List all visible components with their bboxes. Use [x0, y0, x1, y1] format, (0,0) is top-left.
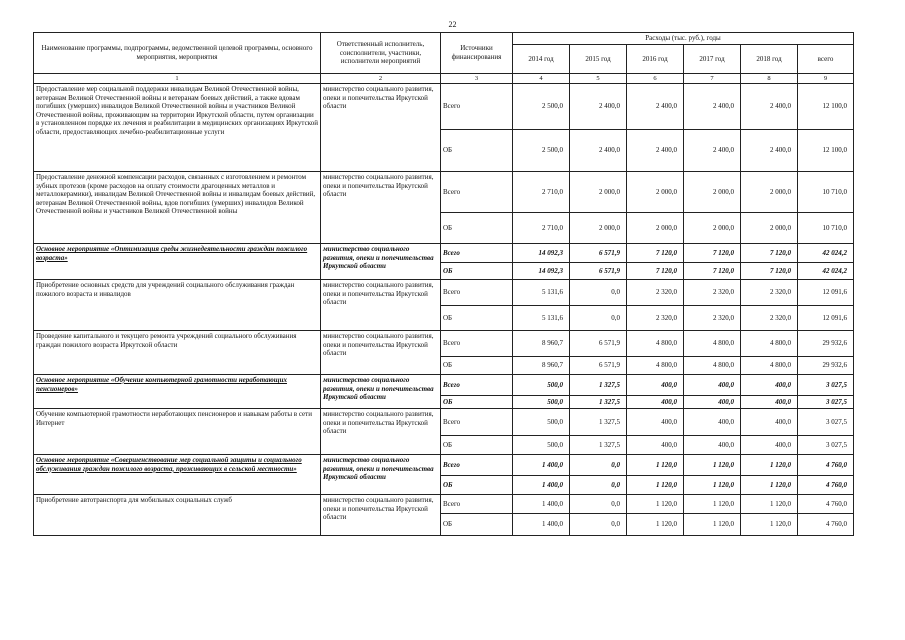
amount-cell: 2 400,0 [570, 84, 627, 130]
amount-cell: 0,0 [570, 495, 627, 514]
amount-cell: 2 000,0 [570, 213, 627, 244]
amount-cell: 2 000,0 [741, 213, 798, 244]
amount-cell: 2 400,0 [627, 84, 684, 130]
amount-cell: 2 000,0 [570, 172, 627, 213]
header-year: 2017 год [684, 45, 741, 74]
total-cell: 12 100,0 [798, 130, 854, 172]
funding-source-cell: ОБ [441, 306, 513, 331]
funding-source-cell: Всего [441, 84, 513, 130]
total-cell: 10 710,0 [798, 172, 854, 213]
header-expenses: Расходы (тыс. руб.), годы [513, 33, 854, 45]
activity-name: Предоставление денежной компенсации расходов, связанных с изготовлением и ремонтом зубных протезов (кроме расходов на оплату стоимости драгоценных металлов и металлокерамики), инвалидам Великой Отечественной войны и инвалидам боевых действий, ветеранам Великой Отечественной войны, вдов погибших (умерших) инвалидов Великой Отечественной войны и участников Великой Отечественной войны [34, 172, 321, 244]
funding-source-cell: ОБ [441, 514, 513, 536]
amount-cell: 1 120,0 [741, 476, 798, 495]
amount-cell: 2 400,0 [627, 130, 684, 172]
amount-cell: 400,0 [627, 396, 684, 409]
funding-source-cell: Всего [441, 495, 513, 514]
funding-source-cell: ОБ [441, 436, 513, 455]
amount-cell: 400,0 [627, 409, 684, 436]
funding-source-cell: Всего [441, 244, 513, 263]
table-row [34, 409, 854, 436]
amount-cell: 7 120,0 [741, 263, 798, 280]
table-body [34, 84, 854, 536]
column-number: 9 [798, 74, 854, 84]
funding-source-cell: ОБ [441, 357, 513, 375]
header-executor: Ответственный исполнитель, соисполнители, участники, исполнители мероприятий [321, 33, 441, 74]
table-row [34, 375, 854, 396]
funding-source-cell: Всего [441, 375, 513, 396]
table-row [34, 495, 854, 514]
amount-cell: 1 120,0 [684, 476, 741, 495]
amount-cell: 400,0 [741, 409, 798, 436]
amount-cell: 6 571,9 [570, 331, 627, 357]
table-row [34, 280, 854, 306]
total-cell: 29 932,6 [798, 331, 854, 357]
amount-cell: 400,0 [684, 375, 741, 396]
amount-cell: 1 120,0 [741, 495, 798, 514]
main-activity-name: Основное мероприятие «Совершенствование мер социальной защиты и социального обслуживания граждан пожилого возраста, проживающих в сельской местности» [34, 455, 321, 495]
amount-cell: 5 131,6 [513, 280, 570, 306]
amount-cell: 1 120,0 [684, 514, 741, 536]
amount-cell: 2 000,0 [684, 213, 741, 244]
amount-cell: 14 092,3 [513, 263, 570, 280]
amount-cell: 2 400,0 [684, 84, 741, 130]
amount-cell: 4 800,0 [627, 357, 684, 375]
executor-cell: министерство социального развития, опеки и попечительства Иркутской области [321, 455, 441, 495]
amount-cell: 2 320,0 [627, 280, 684, 306]
amount-cell: 400,0 [684, 436, 741, 455]
funding-source-cell: Всего [441, 331, 513, 357]
amount-cell: 1 327,5 [570, 436, 627, 455]
amount-cell: 2 320,0 [627, 306, 684, 331]
executor-cell: министерство социального развития, опеки и попечительства Иркутской области [321, 280, 441, 331]
amount-cell: 2 000,0 [627, 213, 684, 244]
amount-cell: 1 120,0 [684, 455, 741, 476]
amount-cell: 400,0 [684, 409, 741, 436]
header-source: Источники финансирования [441, 33, 513, 74]
amount-cell: 1 400,0 [513, 514, 570, 536]
amount-cell: 4 800,0 [684, 331, 741, 357]
funding-source-cell: ОБ [441, 476, 513, 495]
amount-cell: 400,0 [741, 396, 798, 409]
column-number: 8 [741, 74, 798, 84]
header-total: всего [798, 45, 854, 74]
amount-cell: 7 120,0 [627, 263, 684, 280]
amount-cell: 1 400,0 [513, 455, 570, 476]
amount-cell: 2 400,0 [741, 130, 798, 172]
total-cell: 42 024,2 [798, 263, 854, 280]
amount-cell: 0,0 [570, 280, 627, 306]
amount-cell: 1 120,0 [741, 455, 798, 476]
amount-cell: 2 320,0 [684, 280, 741, 306]
amount-cell: 2 320,0 [741, 280, 798, 306]
amount-cell: 400,0 [684, 396, 741, 409]
column-number: 2 [321, 74, 441, 84]
total-cell: 42 024,2 [798, 244, 854, 263]
total-cell: 3 027,5 [798, 409, 854, 436]
table-row [34, 172, 854, 213]
amount-cell: 1 327,5 [570, 375, 627, 396]
column-number: 7 [684, 74, 741, 84]
activity-name: Предоставление мер социальной поддержки инвалидам Великой Отечественной войны, ветеранам Великой Отечественной войны и ветеранам боевых действий, а также вдовам погибших (умерших) инвалидов Великой Отечественной войны и участников Великой Отечественной войны, проживающим на территории Иркутской области, путем организации в установленном порядке их лечения и реабилитации в медицинских организациях Иркутской области, предоставляющих лечебно-реабилитационные услуги [34, 84, 321, 172]
amount-cell: 1 120,0 [741, 514, 798, 536]
amount-cell: 500,0 [513, 436, 570, 455]
header-year: 2015 год [570, 45, 627, 74]
amount-cell: 400,0 [627, 436, 684, 455]
amount-cell: 2 400,0 [570, 130, 627, 172]
funding-source-cell: Всего [441, 409, 513, 436]
activity-name: Обучение компьютерной грамотности неработающих пенсионеров и навыкам работы в сети Интернет [34, 409, 321, 455]
amount-cell: 7 120,0 [741, 244, 798, 263]
executor-cell: министерство социального развития, опеки и попечительства Иркутской области [321, 331, 441, 375]
page-number: 22 [448, 20, 457, 29]
funding-source-cell: ОБ [441, 263, 513, 280]
amount-cell: 1 327,5 [570, 409, 627, 436]
activity-name: Приобретение автотранспорта для мобильных социальных служб [34, 495, 321, 536]
amount-cell: 7 120,0 [684, 244, 741, 263]
funding-source-cell: Всего [441, 455, 513, 476]
column-number: 4 [513, 74, 570, 84]
funding-source-cell: Всего [441, 280, 513, 306]
amount-cell: 1 400,0 [513, 476, 570, 495]
funding-source-cell: ОБ [441, 130, 513, 172]
amount-cell: 6 571,9 [570, 244, 627, 263]
amount-cell: 500,0 [513, 375, 570, 396]
executor-cell: министерство социального развития, опеки и попечительства Иркутской области [321, 172, 441, 244]
main-activity-name: Основное мероприятие «Обучение компьютерной грамотности неработающих пенсионеров» [34, 375, 321, 409]
total-cell: 4 760,0 [798, 476, 854, 495]
total-cell: 29 932,6 [798, 357, 854, 375]
column-number: 5 [570, 74, 627, 84]
amount-cell: 7 120,0 [627, 244, 684, 263]
amount-cell: 2 500,0 [513, 84, 570, 130]
amount-cell: 2 000,0 [627, 172, 684, 213]
amount-cell: 1 120,0 [627, 455, 684, 476]
amount-cell: 5 131,6 [513, 306, 570, 331]
total-cell: 4 760,0 [798, 514, 854, 536]
column-number: 3 [441, 74, 513, 84]
total-cell: 4 760,0 [798, 455, 854, 476]
total-cell: 3 027,5 [798, 396, 854, 409]
amount-cell: 1 120,0 [627, 514, 684, 536]
table-row [34, 455, 854, 476]
amount-cell: 0,0 [570, 476, 627, 495]
amount-cell: 400,0 [741, 436, 798, 455]
total-cell: 10 710,0 [798, 213, 854, 244]
amount-cell: 1 120,0 [627, 495, 684, 514]
total-cell: 3 027,5 [798, 436, 854, 455]
activity-name: Проведение капитального и текущего ремонта учреждений социального обслуживания граждан пожилого возраста Иркутской области [34, 331, 321, 375]
amount-cell: 4 800,0 [684, 357, 741, 375]
header-name: Наименование программы, подпрограммы, ведомственной целевой программы, основного мероприятия, мероприятия [34, 33, 321, 74]
total-cell: 4 760,0 [798, 495, 854, 514]
table-row [34, 84, 854, 130]
amount-cell: 2 400,0 [741, 84, 798, 130]
total-cell: 12 091,6 [798, 306, 854, 331]
amount-cell: 500,0 [513, 396, 570, 409]
amount-cell: 4 800,0 [741, 331, 798, 357]
budget-table [33, 32, 854, 536]
amount-cell: 2 710,0 [513, 172, 570, 213]
executor-cell: министерство социального развития, опеки и попечительства Иркутской области [321, 409, 441, 455]
amount-cell: 2 400,0 [684, 130, 741, 172]
amount-cell: 0,0 [570, 306, 627, 331]
amount-cell: 4 800,0 [741, 357, 798, 375]
amount-cell: 6 571,9 [570, 357, 627, 375]
amount-cell: 1 120,0 [684, 495, 741, 514]
funding-source-cell: Всего [441, 172, 513, 213]
amount-cell: 0,0 [570, 514, 627, 536]
total-cell: 3 027,5 [798, 375, 854, 396]
funding-source-cell: ОБ [441, 396, 513, 409]
amount-cell: 8 960,7 [513, 357, 570, 375]
executor-cell: министерство социального развития, опеки и попечительства Иркутской области [321, 244, 441, 280]
table-row [34, 331, 854, 357]
amount-cell: 1 327,5 [570, 396, 627, 409]
activity-name: Приобретение основных средств для учреждений социального обслуживания граждан пожилого возраста и инвалидов [34, 280, 321, 331]
funding-source-cell: ОБ [441, 213, 513, 244]
amount-cell: 6 571,9 [570, 263, 627, 280]
amount-cell: 500,0 [513, 409, 570, 436]
total-cell: 12 100,0 [798, 84, 854, 130]
table-row [34, 244, 854, 263]
header-year: 2018 год [741, 45, 798, 74]
total-cell: 12 091,6 [798, 280, 854, 306]
amount-cell: 2 500,0 [513, 130, 570, 172]
executor-cell: министерство социального развития, опеки и попечительства Иркутской области [321, 84, 441, 172]
executor-cell: министерство социального развития, опеки и попечительства Иркутской области [321, 375, 441, 409]
amount-cell: 0,0 [570, 455, 627, 476]
amount-cell: 2 000,0 [684, 172, 741, 213]
amount-cell: 2 000,0 [741, 172, 798, 213]
amount-cell: 400,0 [627, 375, 684, 396]
amount-cell: 2 320,0 [741, 306, 798, 331]
amount-cell: 14 092,3 [513, 244, 570, 263]
column-number: 1 [34, 74, 321, 84]
main-activity-name: Основное мероприятие «Оптимизация среды жизнедеятельности граждан пожилого возраста» [34, 244, 321, 280]
amount-cell: 8 960,7 [513, 331, 570, 357]
header-year: 2016 год [627, 45, 684, 74]
amount-cell: 2 710,0 [513, 213, 570, 244]
amount-cell: 1 120,0 [627, 476, 684, 495]
amount-cell: 2 320,0 [684, 306, 741, 331]
executor-cell: министерство социального развития, опеки и попечительства Иркутской области [321, 495, 441, 536]
amount-cell: 400,0 [741, 375, 798, 396]
column-number: 6 [627, 74, 684, 84]
amount-cell: 4 800,0 [627, 331, 684, 357]
amount-cell: 1 400,0 [513, 495, 570, 514]
amount-cell: 7 120,0 [684, 263, 741, 280]
header-year: 2014 год [513, 45, 570, 74]
